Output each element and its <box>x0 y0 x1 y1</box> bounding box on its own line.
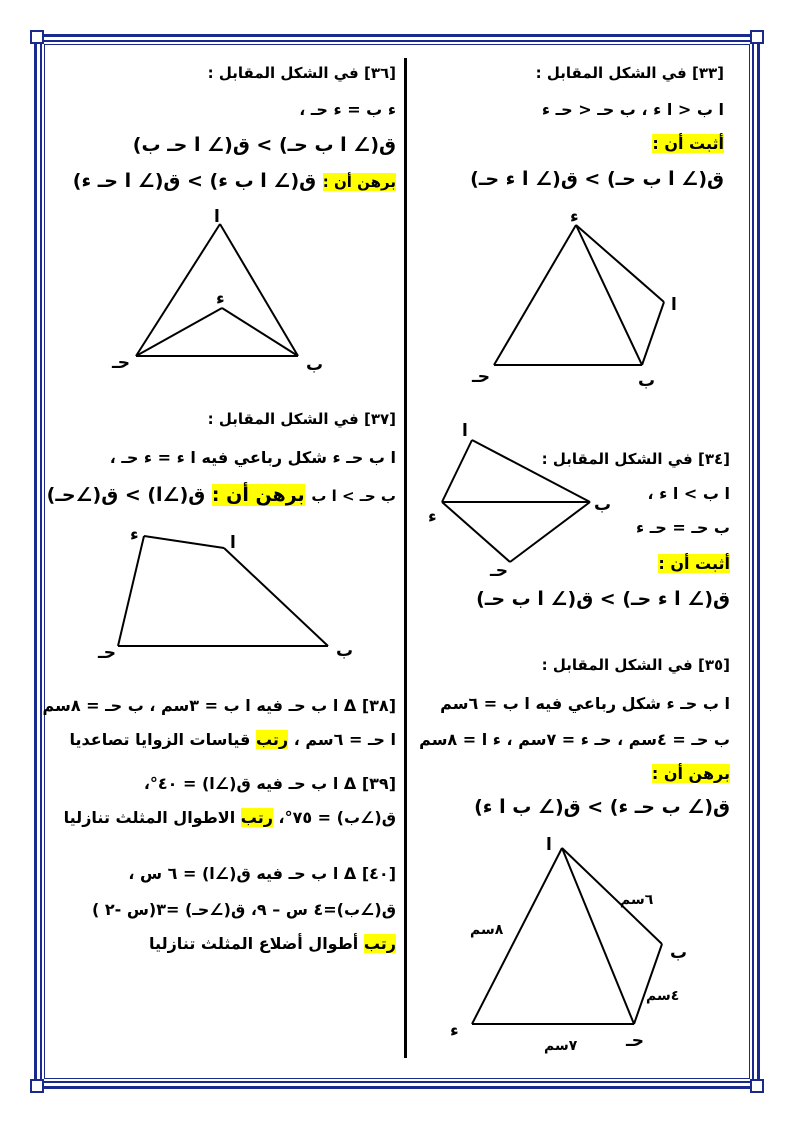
p39-line-2-task: الاطوال المثلث تنازليا <box>63 808 236 827</box>
p40-line-1: [٤٠] Δ ا ب حـ فيه ق(∠ا) = ٦ س ، <box>128 864 396 883</box>
p36-side-cd <box>136 308 222 356</box>
p35-prove-label: برهن أن : <box>651 764 730 783</box>
p34-title: [٣٤] في الشكل المقابل : <box>541 450 730 468</box>
p36-given-2: ق(∠ ا ب حـ) > ق(∠ ا حـ ب) <box>132 134 396 156</box>
p38-order-word: رتب <box>255 730 289 749</box>
p37-label-a: ا <box>230 533 236 553</box>
p34-given-1: ا ب > ا ء ، <box>647 484 730 503</box>
p36-prove-statement: ق(∠ ا ب ء) > ق(∠ ا حـ ء) <box>72 170 317 192</box>
p37-prove-label: برهن أن : <box>211 484 305 506</box>
p36-label-c: حـ <box>112 353 131 373</box>
p33-figure <box>470 207 700 391</box>
p33-side-db <box>576 225 642 365</box>
p35-side-bc <box>634 944 662 1024</box>
p36-prove-label: برهن أن : <box>322 173 396 191</box>
p35-length-bc: ٤سم <box>646 988 680 1004</box>
p35-title: [٣٥] في الشكل المقابل : <box>541 656 730 674</box>
p36-label-d: ء <box>216 289 225 309</box>
p37-title: [٣٧] في الشكل المقابل : <box>207 410 396 428</box>
p36-label-a: ا <box>214 207 220 227</box>
p34-prove-label: أثبت أن : <box>658 554 730 573</box>
corner-ornament-bottom-left <box>30 1079 44 1093</box>
p34-figure <box>428 418 612 581</box>
p33-given: ا ب < ا ء ، ب حـ < حـ ء <box>541 100 724 119</box>
p35-label-b: ب <box>670 943 688 963</box>
p34-prove-statement: ق(∠ ا ء حـ) > ق(∠ ا ب حـ) <box>476 588 730 610</box>
p36-given-1: ء ب = ء حـ ، <box>299 100 396 119</box>
p33-prove-label: أثبت أن : <box>652 134 724 153</box>
p40-line-2: ق(∠ب)=٤ س – ٩، ق(∠حـ) =٣(س -٢ ) <box>91 900 396 919</box>
p35-length-da: ٨سم <box>470 922 504 938</box>
p36-side-db <box>222 308 298 356</box>
p37-side-dc <box>118 536 144 646</box>
p36-figure <box>110 208 330 373</box>
p34-label-a: ا <box>462 421 468 441</box>
p33-side-ab <box>642 302 664 365</box>
p36-title: [٣٦] في الشكل المقابل : <box>207 64 396 82</box>
p38-line-2-given: ا حـ = ٦سم ، <box>293 730 396 749</box>
p36-prove-line <box>73 170 396 192</box>
p34-label-b: ب <box>594 495 612 515</box>
p35-label-d: ء <box>450 1021 459 1041</box>
p40-order-word: رتب <box>363 934 396 953</box>
p37-label-b: ب <box>336 641 354 661</box>
p36-side-ab <box>220 224 298 356</box>
p36-side-ca <box>136 224 220 356</box>
p39-line-2-given: ق(∠ب) = ٧٥°، <box>278 808 396 827</box>
corner-ornament-bottom-right <box>750 1079 764 1093</box>
p33-label-a: ا <box>671 295 677 315</box>
p40-line-3 <box>149 934 396 953</box>
p35-prove-statement: ق(∠ ب حـ ء) > ق(∠ ب ا ء) <box>474 796 730 818</box>
p39-line-2 <box>64 808 396 827</box>
p36-label-b: ب <box>306 355 324 375</box>
p35-label-c: حـ <box>626 1031 645 1051</box>
p34-side-dc <box>442 502 510 562</box>
p37-figure <box>96 524 366 664</box>
p40-line-3-task: أطوال أضلاع المثلث تنازليا <box>149 934 359 953</box>
p33-prove-statement: ق(∠ ا ب حـ) > ق(∠ ا ء حـ) <box>470 168 724 190</box>
p33-label-c: حـ <box>472 367 491 387</box>
p37-side-da <box>144 536 224 548</box>
p37-given-2: ب حـ > ا ب <box>311 487 396 505</box>
p34-given-2: ب حـ = حـ ء <box>636 518 730 537</box>
p35-side-ac <box>562 848 634 1024</box>
p35-label-a: ا <box>546 835 552 855</box>
p38-line-1: [٣٨] Δ ا ب حـ فيه ا ب = ٣سم ، ب حـ = ٨سم <box>42 696 396 715</box>
p35-length-ab: ٦سم <box>620 892 654 908</box>
p37-label-d: ء <box>130 525 139 545</box>
p39-order-word: رتب <box>240 808 273 827</box>
p34-side-cb <box>510 502 590 562</box>
p37-prove-statement: ق(∠ا) > ق(∠حـ) <box>46 484 206 506</box>
p35-length-cd: ٧سم <box>544 1038 578 1054</box>
p35-given-2: ب حـ = ٤سم ، حـ ء = ٧سم ، ء ا = ٨سم <box>419 730 730 749</box>
p33-side-cd <box>494 225 576 365</box>
p33-label-d: ء <box>570 207 579 227</box>
corner-ornament-top-right <box>750 30 764 44</box>
p35-given-1: ا ب حـ ء شكل رباعي فيه ا ب = ٦سم <box>440 694 730 713</box>
p33-label-b: ب <box>638 371 656 391</box>
p39-line-1: [٣٩] Δ ا ب حـ فيه ق(∠ا) = ٤٠°، <box>143 774 396 793</box>
corner-ornament-top-left <box>30 30 44 44</box>
column-divider <box>404 58 407 1058</box>
p33-side-da <box>576 225 664 302</box>
p37-side-ab <box>224 548 328 646</box>
p35-figure <box>440 836 700 1066</box>
p37-prove-line <box>47 484 396 506</box>
p34-side-da <box>442 440 472 502</box>
p38-line-2-task: قياسات الزوايا تصاعديا <box>69 730 251 749</box>
p33-title: [٣٣] في الشكل المقابل : <box>535 64 724 82</box>
p34-label-d: ء <box>428 507 437 527</box>
p34-label-c: حـ <box>490 561 509 581</box>
p37-given-1: ا ب حـ ء شكل رباعي فيه ا ء = ء حـ ، <box>109 448 396 467</box>
p37-label-c: حـ <box>98 643 117 663</box>
p38-line-2 <box>70 730 396 749</box>
